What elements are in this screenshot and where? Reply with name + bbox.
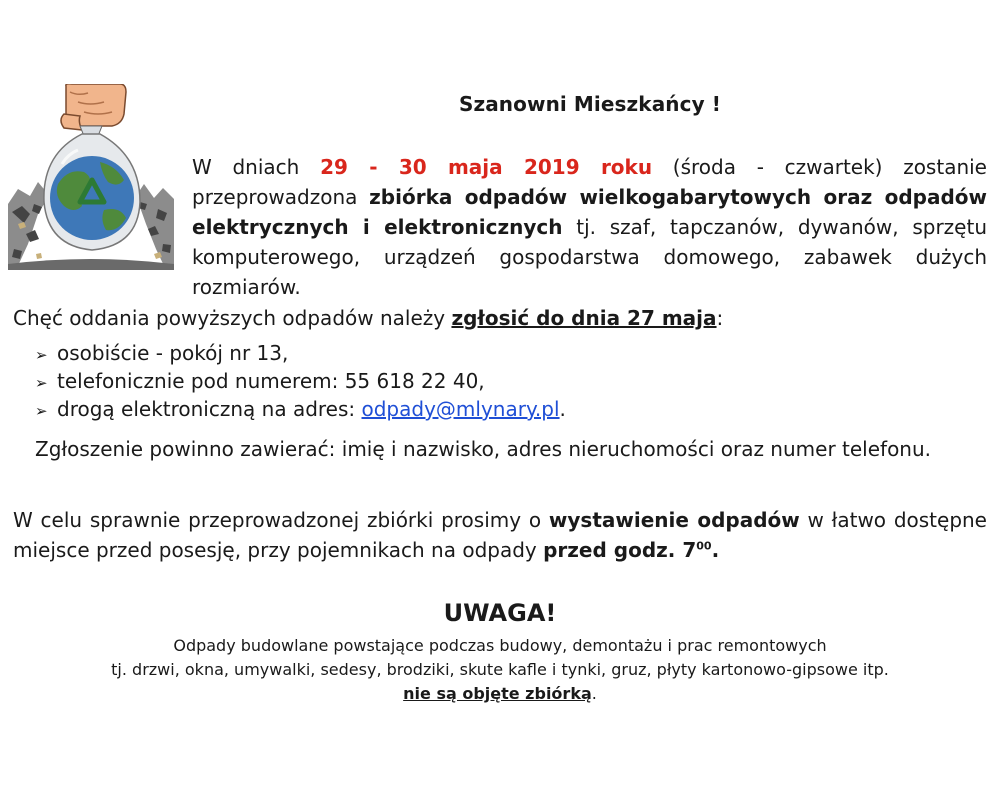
report-deadline: zgłosić do dnia 27 maja xyxy=(451,306,717,330)
collection-dates: 29 - 30 maja 2019 roku xyxy=(320,155,653,179)
request-time-sup: 00 xyxy=(696,539,712,553)
arrowhead-bullet-icon: ➢ xyxy=(35,374,48,392)
arrowhead-bullet-icon: ➢ xyxy=(35,402,48,420)
arrowhead-bullet-icon: ➢ xyxy=(35,346,48,364)
report-text-2: : xyxy=(716,306,724,330)
method-phone: telefonicznie pod numerem: 55 618 22 40, xyxy=(57,369,485,393)
method-in-person: osobiście - pokój nr 13, xyxy=(57,341,289,365)
warning-excluded: nie są objęte zbiórką xyxy=(403,684,592,703)
intro-paragraph xyxy=(192,152,987,302)
collection-type: zbiórka odpadów wielkogabarytowych oraz odpadów elektrycznych i elektronicznych xyxy=(192,185,987,239)
warning-text xyxy=(0,634,1000,706)
list-item xyxy=(35,396,985,424)
request-paragraph xyxy=(13,505,987,565)
warning-line-3 xyxy=(0,682,1000,706)
bag xyxy=(44,134,140,250)
intro-text-1: W dniach xyxy=(192,155,321,179)
report-text-1: Chęć oddania powyższych odpadów należy xyxy=(13,306,452,330)
request-text-1: W celu sprawnie przeprowadzonej zbiórki prosimy o xyxy=(13,508,549,532)
warning-line-1: Odpady budowlane powstające podczas budowy, demontażu i prac remontowych xyxy=(173,636,827,655)
notice-paragraph: Zgłoszenie powinno zawierać: imię i nazwisko, adres nieruchomości oraz numer telefonu. xyxy=(35,437,932,461)
report-paragraph xyxy=(13,303,993,333)
method-email-prefix: drogą elektroniczną na adres: xyxy=(57,397,362,421)
request-text-2: w łatwo dostępne miejsce przed posesję, przy pojemnikach na odpady xyxy=(13,508,987,562)
method-email-suffix: . xyxy=(559,397,566,421)
request-time-end: . xyxy=(711,538,720,562)
intro-text-2: (środa - czwartek) zostanie przeprowadzona xyxy=(192,155,987,209)
warning-end: . xyxy=(591,684,597,703)
warning-line-2: tj. drzwi, okna, umywalki, sedesy, brodziki, skute kafle i tynki, gruz, płyty kartonowo-gipsowe itp. xyxy=(111,660,889,679)
list-item xyxy=(35,368,985,396)
intro-text-3: tj. szaf, tapczanów, dywanów, sprzętu komputerowego, urządzeń gospodarstwa domowego, zabawek dużych rozmiarów. xyxy=(192,215,987,299)
greeting-heading: Szanowni Mieszkańcy ! xyxy=(458,92,722,116)
request-time-text: przed godz. 7 xyxy=(543,538,697,562)
email-link[interactable]: odpady@mlynary.pl xyxy=(361,397,560,421)
request-time xyxy=(543,538,719,562)
list-item xyxy=(35,340,985,368)
contact-methods-list xyxy=(35,340,985,424)
warning-title: UWAGA! xyxy=(443,599,557,627)
request-bold-1: wystawienie odpadów xyxy=(548,508,800,532)
